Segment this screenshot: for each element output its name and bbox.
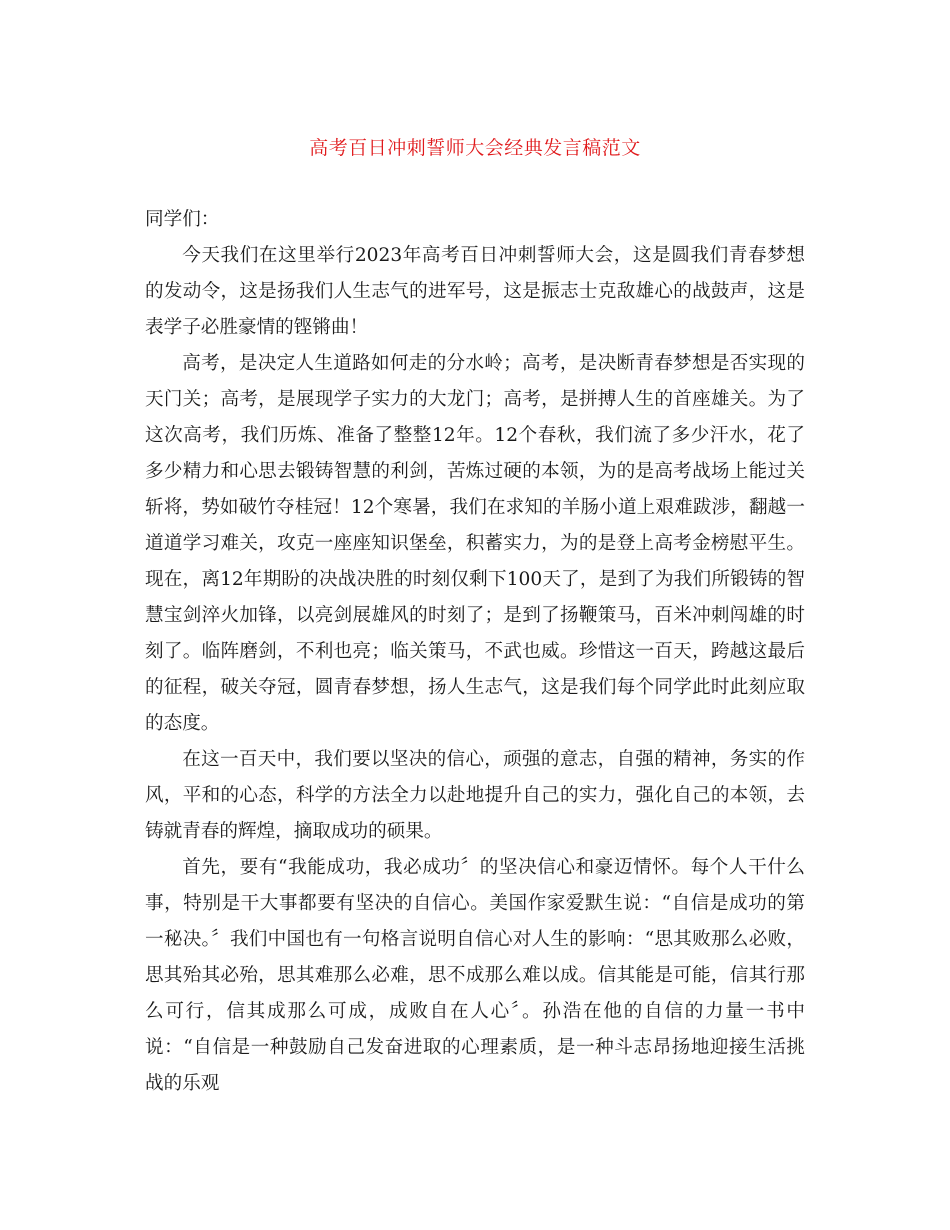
salutation: 同学们： xyxy=(145,209,220,230)
paragraph-3: 在这一百天中，我们要以坚决的信心，顽强的意志，自强的精神，务实的作风，平和的心态，科学的方法全力以赴地提升自己的实力，强化自己的本领，去铸就青春的辉煌，摘取成功的硕果。 xyxy=(145,749,805,842)
paragraph-1: 今天我们在这里举行2023年高考百日冲刺誓师大会，这是圆我们青春梦想的发动令，这是扬我们人生志气的进军号，这是振志士克敌雄心的战鼓声，这是表学子必胜豪情的铿锵曲！ xyxy=(145,245,805,338)
document-body xyxy=(145,202,805,1102)
document-title: 高考百日冲刺誓师大会经典发言稿范文 xyxy=(309,137,641,159)
paragraph-2: 高考，是决定人生道路如何走的分水岭；高考，是决断青春梦想是否实现的天门关；高考，是展现学子实力的大龙门；高考，是拼搏人生的首座雄关。为了这次高考，我们历炼、准备了整整12年。12个春秋，我们流了多少汗水，花了多少精力和心思去锻铸智慧的利剑，苦炼过硬的本领，为的是高考战场上能过关斩将，势如破竹夺桂冠！12个寒暑，我们在求知的羊肠小道上艰难跋涉，翻越一道道学习难关，攻克一座座知识堡垒，积蓄实力，为的是登上高考金榜慰平生。现在，离12年期盼的决战决胜的时刻仅剩下100天了，是到了为我们所锻铸的智慧宝剑淬火加锋，以亮剑展雄风的时刻了；是到了扬鞭策马，百米冲刺闯雄的时刻了。临阵磨剑，不利也亮；临关策马，不武也威。珍惜这一百天，跨越这最后的征程，破关夺冠，圆青春梦想，扬人生志气，这是我们每个同学此时此刻应取的态度。 xyxy=(145,353,805,734)
paragraph-4: 首先，要有“我能成功，我必成功〞的坚决信心和豪迈情怀。每个人干什么事，特别是干大事都要有坚决的自信心。美国作家爱默生说：“自信是成功的第一秘决。〞我们中国也有一句格言说明自信心对人生的影响：“思其败那么必败，思其殆其必殆，思其难那么必难，思不成那么难以成。信其能是可能，信其行那么可行，信其成那么可成，成败自在人心〞。孙浩在他的自信的力量一书中说：“自信是一种鼓励自己发奋进取的心理素质，是一种斗志昂扬地迎接生活挑战的乐观 xyxy=(145,857,805,1094)
